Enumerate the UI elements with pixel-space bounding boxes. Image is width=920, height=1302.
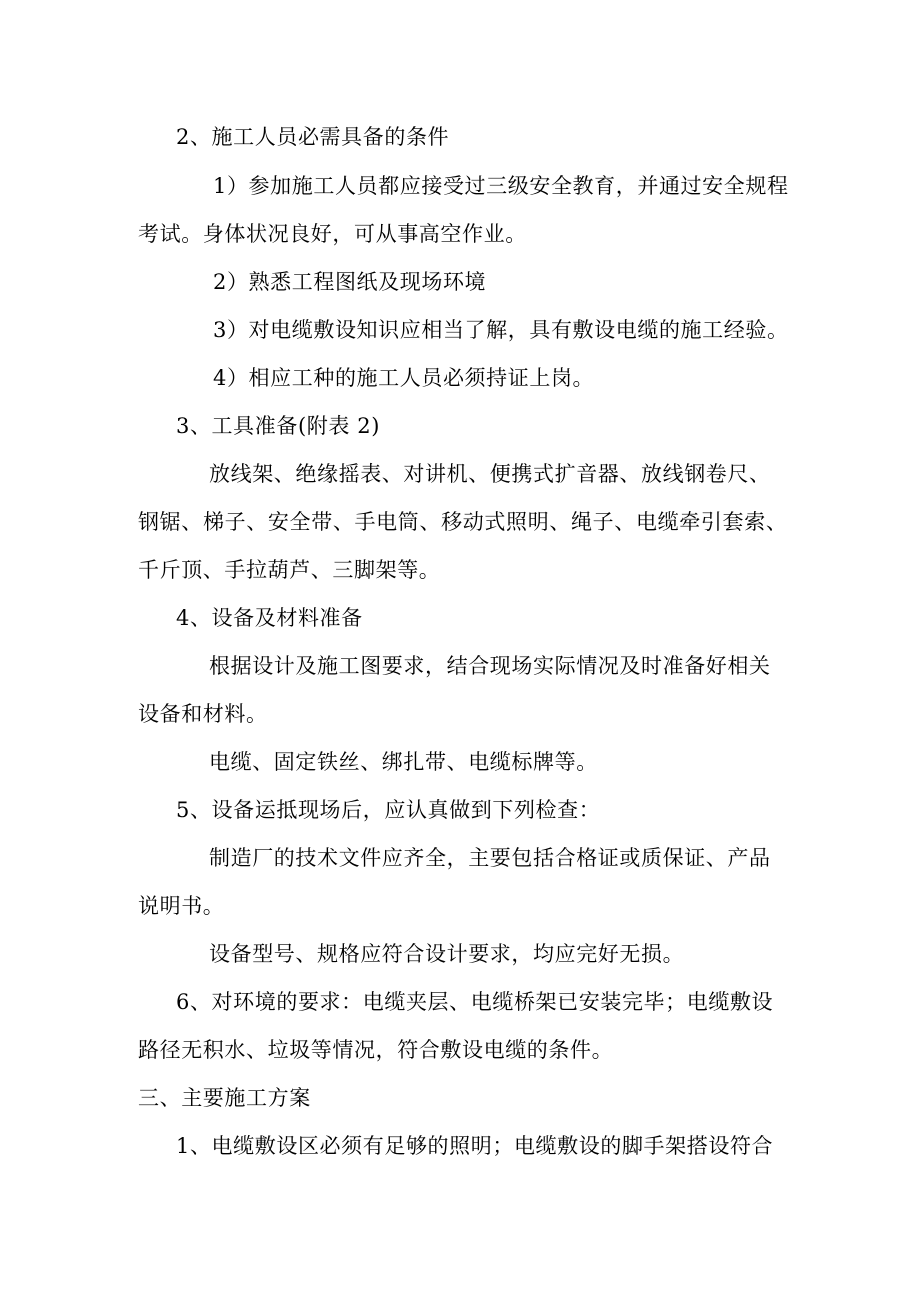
paragraph-line: 2）熟悉工程图纸及现场环境 — [213, 270, 487, 294]
section-heading-tools: 3、工具准备(附表 2) — [176, 414, 380, 438]
paragraph-line: 制造厂的技术文件应齐全，主要包括合格证或质保证、产品 — [209, 846, 771, 870]
paragraph-line: 设备和材料。 — [138, 702, 268, 726]
paragraph-line: 4）相应工种的施工人员必须持证上岗。 — [213, 366, 595, 390]
paragraph-line: 放线架、绝缘摇表、对讲机、便携式扩音器、放线钢卷尺、 — [209, 462, 771, 486]
paragraph-line: 路径无积水、垃圾等情况，符合敷设电缆的条件。 — [138, 1038, 614, 1062]
paragraph-line: 设备型号、规格应符合设计要求，均应完好无损。 — [209, 942, 685, 966]
paragraph-line: 钢锯、梯子、安全带、手电筒、移动式照明、绳子、电缆牵引套索、 — [138, 510, 788, 534]
section-heading-personnel-requirements: 2、施工人员必需具备的条件 — [176, 125, 450, 149]
paragraph-line: 3）对电缆敷设知识应相当了解，具有敷设电缆的施工经验。 — [213, 318, 789, 342]
paragraph-line: 根据设计及施工图要求，结合现场实际情况及时准备好相关 — [209, 654, 771, 678]
section-heading-on-site-inspection: 5、设备运抵现场后，应认真做到下列检查： — [176, 798, 601, 822]
section-heading-environment-requirements: 6、对环境的要求：电缆夹层、电缆桥架已安装完毕；电缆敷设 — [176, 990, 774, 1014]
paragraph-line: 1）参加施工人员都应接受过三级安全教育，并通过安全规程 — [213, 174, 789, 198]
section-heading-equipment-materials: 4、设备及材料准备 — [176, 606, 363, 630]
chapter-heading-main-construction-plan: 三、主要施工方案 — [138, 1086, 311, 1110]
paragraph-line: 1、电缆敷设区必须有足够的照明；电缆敷设的脚手架搭设符合 — [176, 1134, 774, 1158]
paragraph-line: 考试。身体状况良好，可从事高空作业。 — [138, 222, 527, 246]
paragraph-line: 千斤顶、手拉葫芦、三脚架等。 — [138, 558, 441, 582]
paragraph-line: 电缆、固定铁丝、绑扎带、电缆标牌等。 — [209, 750, 598, 774]
paragraph-line: 说明书。 — [138, 894, 225, 918]
